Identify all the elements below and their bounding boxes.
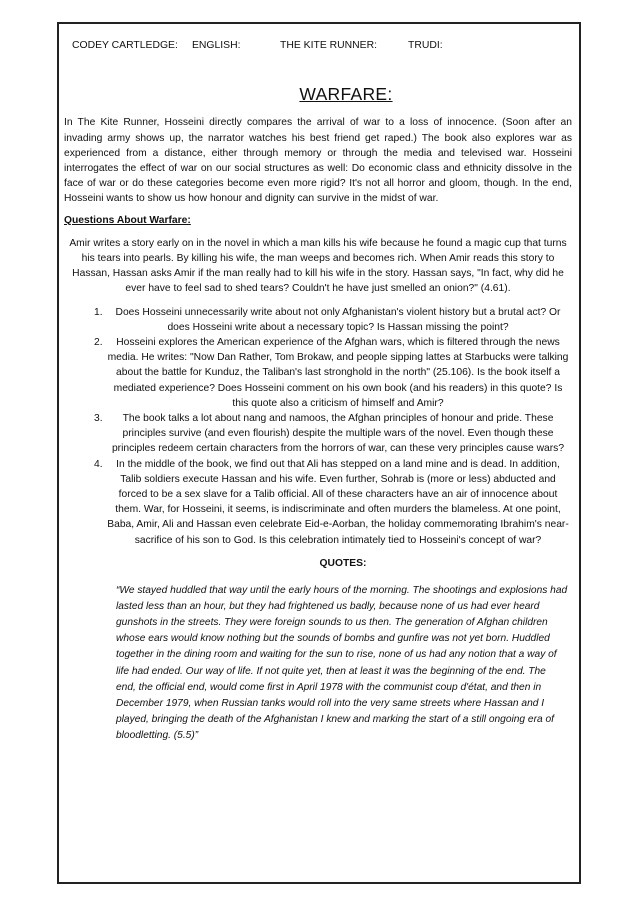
question-item <box>64 305 572 335</box>
question-number: 3. <box>94 413 103 425</box>
story-paragraph: Amir writes a story early on in the novel in which a man kills his wife because he found a magic cup that turns his tears into pearls. By killing his wife, the man weeps and becomes rich. When Amir reads this story to Hassan, Hassan asks Amir if the man really had to kill his wife in the story. Hassan says, "In fact, why did he ever have to feel sad to shed tears? Couldn't he have just smelled an onion?" (4.61). <box>69 237 567 295</box>
book-label: THE KITE RUNNER: <box>280 40 377 51</box>
questions-heading: Questions About Warfare: <box>64 214 191 226</box>
teacher-label: TRUDI: <box>408 40 443 51</box>
header-line <box>72 38 572 53</box>
quotes-heading: QUOTES: <box>319 557 367 569</box>
question-item <box>64 457 572 548</box>
question-text: In the middle of the book, we find out that Ali has stepped on a land mine and is dead. In addition, Talib soldiers execute Hassan and his wife. Even further, Sohrab is (more or less) abducted and forced to be a sex slave for a Talib official. All of these characters have an air of innocence about them. War, for Hosseini, it seems, is indiscriminate and often murders the blameless. At one point, Baba, Amir, Ali and Hassan even celebrate Eid-e-Aorban, the holiday commemorating Ibrahim's near-sacrifice of his son to God. Is this celebration intimately tied to Hosseini's concept of war? <box>107 458 569 546</box>
question-number: 2. <box>94 337 103 349</box>
document-body <box>64 38 572 744</box>
question-text: Does Hosseini unnecessarily write about not only Afghanistan's violent history but a brutal act? Or does Hosseini write about a necessary topic? Is Hassan missing the point? <box>115 306 561 333</box>
page-title: WARFARE: <box>299 84 393 105</box>
question-text: The book talks a lot about nang and namoos, the Afghan principles of honour and pride. These principles survive (and even flourish) despite the multiple wars of the novel. Even though these principles redeem certain characters from the horrors of war, can these very principles cause wars? <box>111 413 565 455</box>
quote-block: “We stayed huddled that way until the early hours of the morning. The shootings and explosions had lasted less than an hour, but they had frightened us badly, because none of us had ever heard gunshots in the streets. They were foreign sounds to us then. The generation of Afghan children whose ears would know nothing but the sounds of bombs and gunfire was not yet born. Huddled together in the dining room and waiting for the sun to rise, none of us had any notion that a way of life had ended. Our way of life. If not quite yet, then at least it was the beginning of the end. The end, the official end, would come first in April 1978 with the communist coup d'état, and then in December 1979, when Russian tanks would roll into the very same streets where Hassan and I played, bringing the death of the Afghanistan I knew and marking the start of a still ongoing era of bloodletting. (5.5)” <box>116 585 568 741</box>
question-text: Hosseini explores the American experience of the Afghan wars, which is filtered through the news media. He writes: "Now Dan Rather, Tom Brokaw, and people sipping lattes at Starbucks were talking about the battle for Kunduz, the Taliban's last stronghold in the north" (25.106). Is the book itself a mediated experience? Does Hosseini comment on his own book (and his readers) in this quote? Is this quote also a criticism of himself and Amir? <box>107 337 569 409</box>
intro-paragraph: In The Kite Runner, Hosseini directly compares the arrival of war to a loss of innocence. (Soon after an invading army shows up, the narrator watches his best friend get raped.) The book also explores war as experienced from a distance, either through memory or through the media and televised war. Hosseini interrogates the effect of war on our social structures as well: Do economic class and ethnicity dissolve in the face of war or do these categories become even more rigid? It's not all horror and gloom, though. In the end, Hosseini wants to show us how honour and dignity can survive in the midst of war. <box>64 117 572 205</box>
questions-list <box>64 305 572 548</box>
question-item <box>64 335 572 411</box>
subject-label: ENGLISH: <box>192 40 241 51</box>
student-name: CODEY CARTLEDGE: <box>72 40 178 51</box>
question-number: 1. <box>94 306 103 318</box>
question-item <box>64 411 572 457</box>
question-number: 4. <box>94 458 103 470</box>
